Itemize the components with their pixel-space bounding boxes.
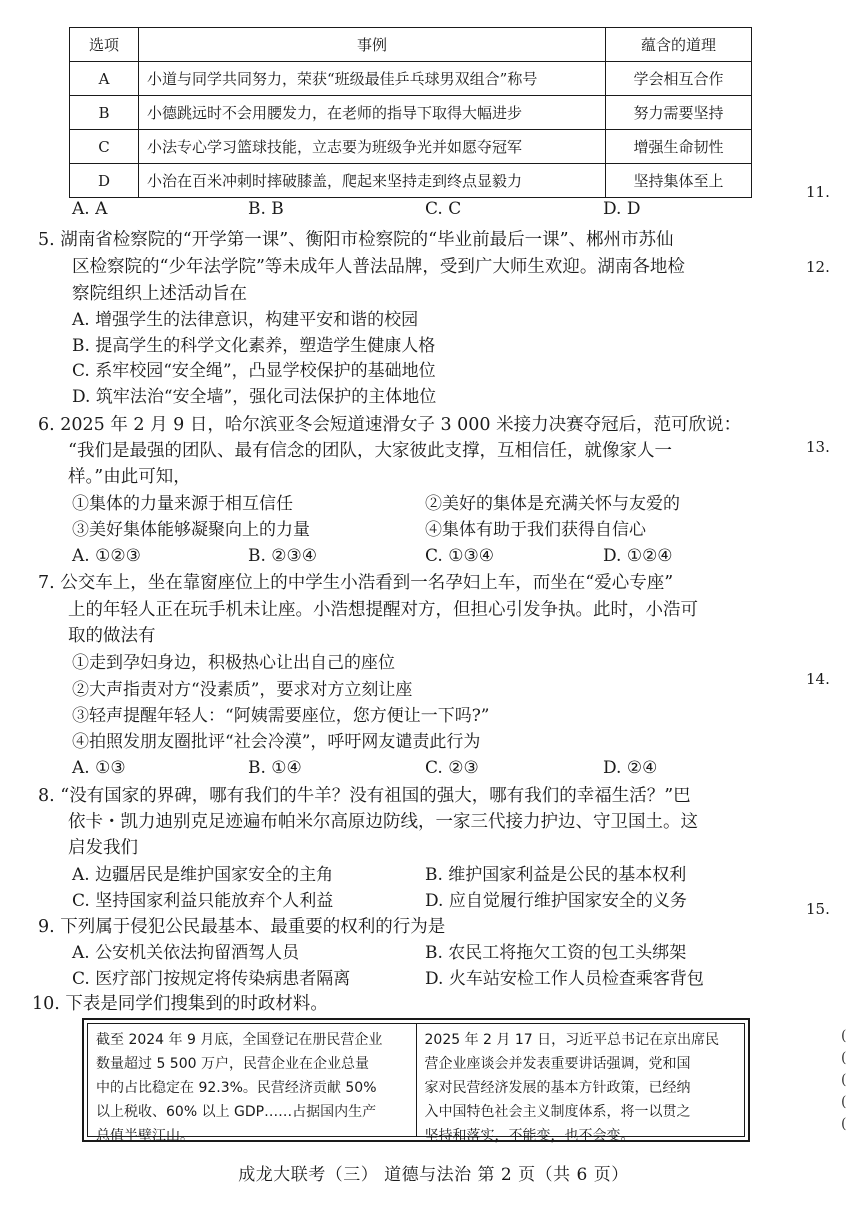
material-line: 总值半壁江山。 xyxy=(96,1128,194,1144)
answer-choice: D. D xyxy=(603,199,641,219)
table-cell: 坚持集体至上 xyxy=(606,164,752,198)
question-text: 7. 公交车上，坐在靠窗座位上的中学生小浩看到一名孕妇上车，而坐在“爱心专座” xyxy=(38,573,674,593)
answer-option: D. 火车站安检工作人员检查乘客背包 xyxy=(425,969,704,989)
margin-question-number: 15. xyxy=(806,900,830,918)
answer-choice: C. ①③④ xyxy=(425,546,494,566)
material-line: 坚持和落实，不能变，也不会变。 xyxy=(424,1128,635,1144)
margin-question-number: 12. xyxy=(806,258,830,276)
material-line: 2025 年 2 月 17 日，习近平总书记在京出席民 xyxy=(424,1032,720,1048)
material-line: 家对民营经济发展的基本方针政策，已经纳 xyxy=(424,1080,691,1096)
answer-option: A. 公安机关依法拘留酒驾人员 xyxy=(72,943,300,963)
margin-question-number: 13. xyxy=(806,438,830,456)
question-text: 区检察院的“少年法学院”等未成年人普法品牌，受到广大师生欢迎。湖南各地检 xyxy=(72,257,685,277)
material-box xyxy=(82,1018,750,1142)
statement: ③美好集体能够凝聚向上的力量 xyxy=(72,520,310,540)
statement: ①集体的力量来源于相互信任 xyxy=(72,494,293,514)
table-row xyxy=(70,62,752,96)
question-text: 察院组织上述活动旨在 xyxy=(72,284,247,304)
answer-option: A. 增强学生的法律意识，构建平安和谐的校园 xyxy=(72,310,419,330)
question-text: 上的年轻人正在玩手机未让座。小浩想提醒对方，但担心引发争执。此时，小浩可 xyxy=(68,600,698,620)
table-row xyxy=(70,164,752,198)
answer-option: B. 提高学生的科学文化素养，塑造学生健康人格 xyxy=(72,336,436,356)
question-text: 启发我们 xyxy=(68,838,138,858)
answer-choice: B. B xyxy=(248,199,284,219)
question-text: 依卡・凯力迪别克足迹遍布帕米尔高原边防线，一家三代接力护边、守卫国土。这 xyxy=(68,812,698,832)
question-text: 5. 湖南省检察院的“开学第一课”、衡阳市检察院的“毕业前最后一课”、郴州市苏仙 xyxy=(38,230,674,250)
answer-option: D. 应自觉履行维护国家安全的义务 xyxy=(425,891,687,911)
answer-option: C. 坚持国家利益只能放弃个人利益 xyxy=(72,891,334,911)
answer-choice: D. ①②④ xyxy=(603,546,673,566)
table-header-cell: 选项 xyxy=(70,28,139,62)
answer-option: C. 医疗部门按规定将传染病患者隔离 xyxy=(72,969,351,989)
margin-bracket-icon: ( xyxy=(841,1072,847,1088)
table-cell: D xyxy=(70,164,139,198)
question-text: 取的做法有 xyxy=(68,626,156,646)
options-table xyxy=(69,27,752,198)
answer-choice: D. ②④ xyxy=(603,758,658,778)
table-row xyxy=(70,130,752,164)
table-cell: 小法专心学习篮球技能，立志要为班级争光并如愿夺冠军 xyxy=(139,130,606,164)
question-text: 8. “没有国家的界碑，哪有我们的牛羊？没有祖国的强大，哪有我们的幸福生活？”巴 xyxy=(38,786,691,806)
material-line: 营企业座谈会并发表重要讲话强调，党和国 xyxy=(424,1056,691,1072)
table-cell: 努力需要坚持 xyxy=(606,96,752,130)
statement: ②大声指责对方“没素质”，要求对方立刻让座 xyxy=(72,680,413,700)
table-cell: 小德跳远时不会用腰发力，在老师的指导下取得大幅进步 xyxy=(139,96,606,130)
material-line: 截至 2024 年 9 月底，全国登记在册民营企业 xyxy=(96,1032,383,1048)
statement: ③轻声提醒年轻人：“阿姨需要座位，您方便让一下吗?” xyxy=(72,706,490,726)
statement: ②美好的集体是充满关怀与友爱的 xyxy=(425,494,680,514)
statement: ④集体有助于我们获得自信心 xyxy=(425,520,646,540)
material-left xyxy=(88,1024,417,1144)
table-cell: 小道与同学共同努力，荣获“班级最佳乒乓球男双组合”称号 xyxy=(139,62,606,96)
question-text: 样。”由此可知， xyxy=(68,467,191,487)
answer-choice: A. A xyxy=(72,199,108,219)
table-cell: B xyxy=(70,96,139,130)
question-text: 9. 下列属于侵犯公民最基本、最重要的权利的行为是 xyxy=(38,917,446,937)
answer-option: C. 系牢校园“安全绳”，凸显学校保护的基础地位 xyxy=(72,361,436,381)
question-text: 10. 下表是同学们搜集到的时政材料。 xyxy=(32,994,328,1014)
material-line: 数量超过 5 500 万户，民营企业在企业总量 xyxy=(96,1056,369,1072)
table-cell: A xyxy=(70,62,139,96)
answer-option: A. 边疆居民是维护国家安全的主角 xyxy=(72,865,334,885)
table-header-row xyxy=(70,28,752,62)
margin-bracket-icon: ( xyxy=(841,1028,847,1044)
answer-choice: C. ②③ xyxy=(425,758,479,778)
material-right xyxy=(417,1024,745,1144)
answer-choice: A. ①②③ xyxy=(72,546,141,566)
table-cell: C xyxy=(70,130,139,164)
answer-option: D. 筑牢法治“安全墙”，强化司法保护的主体地位 xyxy=(72,387,437,407)
material-line: 中的占比稳定在 92.3%。民营经济贡献 50% xyxy=(96,1080,377,1096)
table-cell: 增强生命韧性 xyxy=(606,130,752,164)
margin-bracket-icon: ( xyxy=(841,1116,847,1132)
margin-question-number: 14. xyxy=(806,670,830,688)
question-text: 6. 2025 年 2 月 9 日，哈尔滨亚冬会短道速滑女子 3 000 米接力决赛夺冠后，范可欣说： xyxy=(38,415,742,435)
answer-choice: C. C xyxy=(425,199,462,219)
material-line: 以上税收、60% 以上 GDP……占据国内生产 xyxy=(96,1104,377,1120)
margin-bracket-icon: ( xyxy=(841,1050,847,1066)
question-text: “我们是最强的团队、最有信念的团队，大家彼此支撑，互相信任，就像家人一 xyxy=(68,441,672,461)
page-footer: 成龙大联考（三） 道德与法治 第 2 页（共 6 页） xyxy=(238,1165,629,1185)
table-header-cell: 事例 xyxy=(139,28,606,62)
statement: ①走到孕妇身边，积极热心让出自己的座位 xyxy=(72,653,395,673)
table-cell: 小治在百米冲刺时摔破膝盖，爬起来坚持走到终点显毅力 xyxy=(139,164,606,198)
material-line: 入中国特色社会主义制度体系，将一以贯之 xyxy=(424,1104,691,1120)
answer-choice: B. ②③④ xyxy=(248,546,318,566)
margin-question-number: 11. xyxy=(806,183,830,201)
table-header-cell: 蕴含的道理 xyxy=(606,28,752,62)
answer-choice: A. ①③ xyxy=(72,758,126,778)
margin-bracket-icon: ( xyxy=(841,1094,847,1110)
table-cell: 学会相互合作 xyxy=(606,62,752,96)
table-row xyxy=(70,96,752,130)
statement: ④拍照发朋友圈批评“社会冷漠”，呼吁网友谴责此行为 xyxy=(72,732,481,752)
answer-option: B. 农民工将拖欠工资的包工头绑架 xyxy=(425,943,687,963)
answer-option: B. 维护国家利益是公民的基本权利 xyxy=(425,865,687,885)
answer-choice: B. ①④ xyxy=(248,758,302,778)
